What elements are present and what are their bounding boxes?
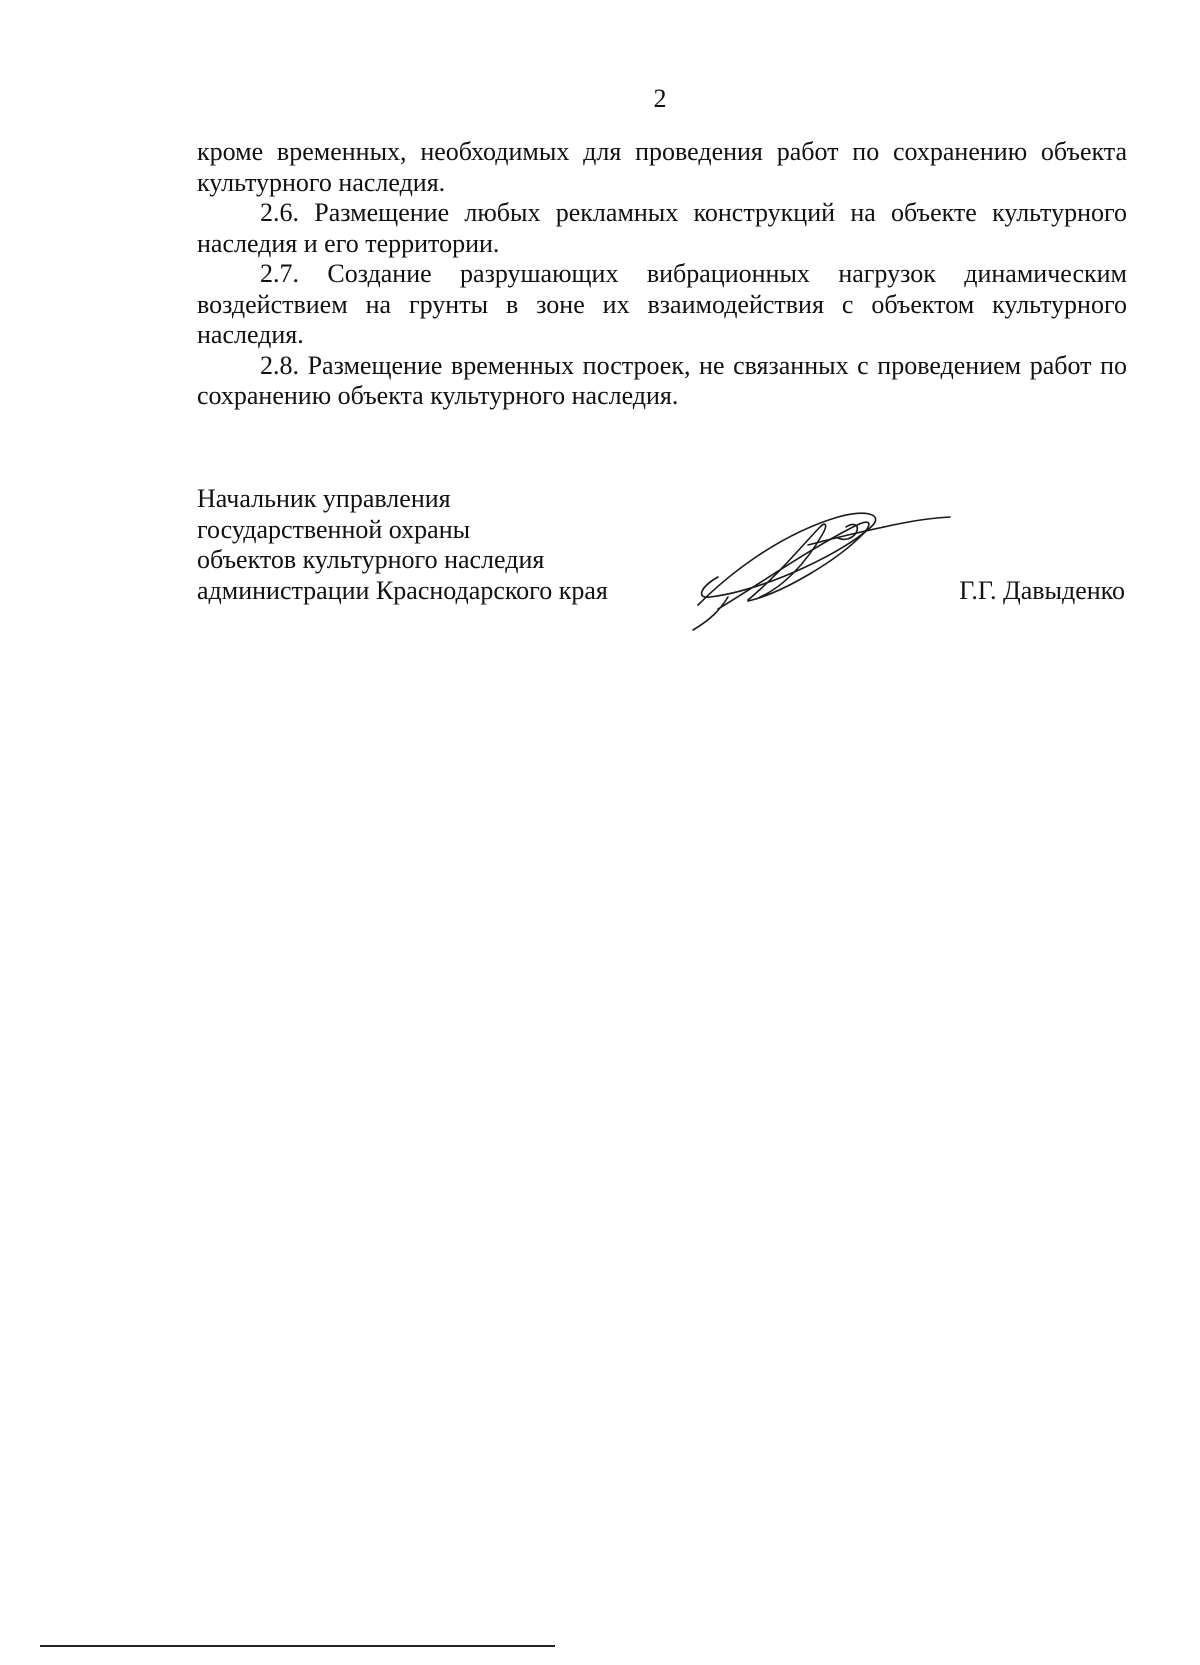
signer-name: Г.Г. Давыденко	[959, 576, 1125, 605]
position-line: администрации Краснодарского края	[197, 575, 608, 605]
handwritten-signature	[688, 505, 958, 635]
paragraph-2-7: 2.7. Создание разрушающих вибрационных нагрузок динамическим воздействием на грунты в зоне их взаимодействия с объектом культурного наследия.	[197, 259, 1127, 349]
page-number: 2	[653, 84, 667, 113]
paragraph-continuation: кроме временных, необходимых для проведения работ по сохранению объекта культурного наследия.	[197, 137, 1127, 197]
document-body	[197, 137, 1127, 412]
footer-rule	[40, 1645, 555, 1647]
paragraph-2-6: 2.6. Размещение любых рекламных конструкций на объекте культурного наследия и его территории.	[197, 198, 1127, 258]
position-line: государственной охраны	[197, 514, 471, 544]
paragraph-2-8: 2.8. Размещение временных построек, не связанных с проведением работ по сохранению объекта культурного наследия.	[197, 350, 1127, 410]
position-line: объектов культурного наследия	[197, 545, 545, 574]
position-line: Начальник управления	[197, 484, 451, 513]
signatory-position	[197, 484, 608, 606]
